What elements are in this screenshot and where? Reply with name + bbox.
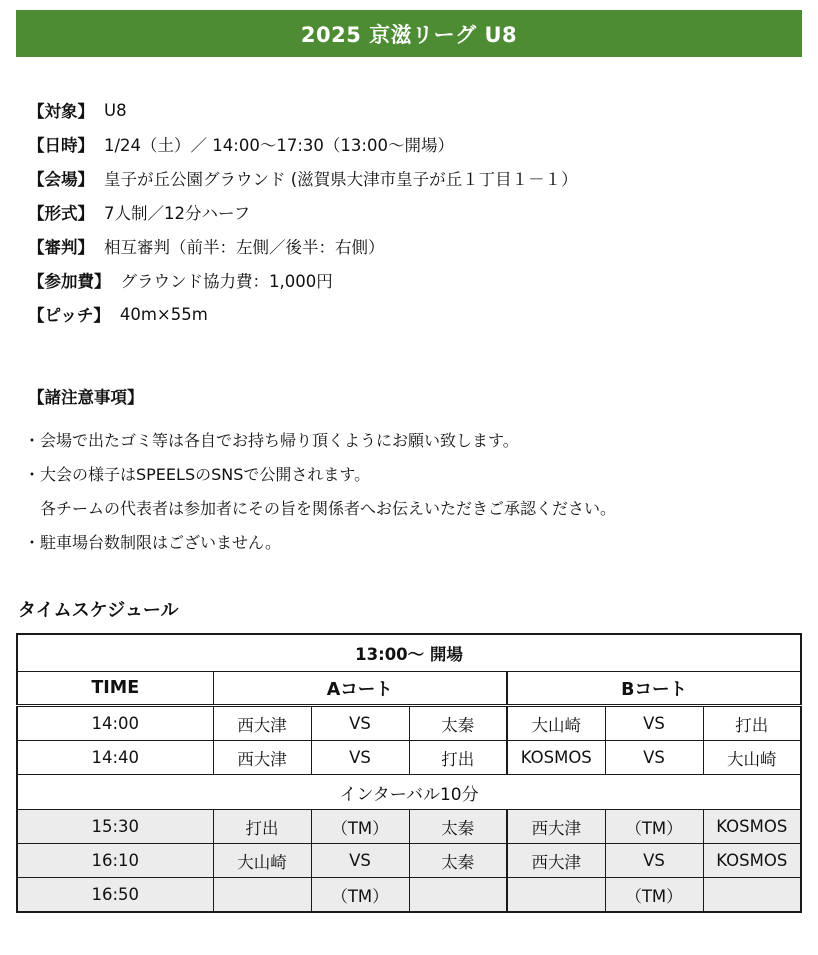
- court-a-team-1: 西大津: [213, 741, 311, 775]
- court-b-team-2: KOSMOS: [703, 844, 801, 878]
- info-label: 【会場】: [28, 170, 94, 189]
- interval-cell: インターバル10分: [17, 775, 801, 810]
- note-line: ・大会の様子はSPEELSのSNSで公開されます。: [24, 464, 371, 484]
- court-b-vs: VS: [605, 706, 703, 741]
- court-b-team-1: [507, 878, 605, 913]
- info-row-pitch: [28, 297, 808, 331]
- time-cell: 16:10: [17, 844, 213, 878]
- header-court-b: Bコート: [507, 672, 801, 706]
- note-line: ・駐車場台数制限はございません。: [24, 532, 281, 552]
- court-a-vs: VS: [311, 741, 409, 775]
- info-value: グラウンド協力費：1,000円: [120, 272, 333, 291]
- court-a-vs: （TM）: [311, 810, 409, 844]
- info-value: U8: [104, 100, 127, 120]
- opening-cell: 13:00～ 開場: [17, 634, 801, 672]
- info-value: 皇子が丘公園グラウンド (滋賀県大津市皇子が丘１丁目１－１）: [104, 170, 578, 189]
- court-a-vs: （TM）: [311, 878, 409, 913]
- time-cell: 16:50: [17, 878, 213, 913]
- match-row: [17, 878, 801, 913]
- court-a-team-2: [409, 878, 507, 913]
- match-row: [17, 844, 801, 878]
- court-a-team-2: 太秦: [409, 706, 507, 741]
- info-value: 7人制／12分ハーフ: [104, 204, 251, 223]
- info-label: 【参加費】: [28, 272, 111, 291]
- match-row: [17, 810, 801, 844]
- match-row: [17, 741, 801, 775]
- court-a-vs: VS: [311, 844, 409, 878]
- event-info: [28, 93, 808, 331]
- court-b-team-2: 大山崎: [703, 741, 801, 775]
- court-b-team-2: 打出: [703, 706, 801, 741]
- header-court-a: Aコート: [213, 672, 507, 706]
- schedule-heading: タイムスケジュール: [18, 600, 179, 621]
- title-bar: [16, 10, 802, 57]
- info-row-venue: [28, 161, 808, 195]
- court-b-team-2: KOSMOS: [703, 810, 801, 844]
- court-a-team-1: 大山崎: [213, 844, 311, 878]
- info-row-fee: [28, 263, 808, 297]
- info-row-datetime: [28, 127, 808, 161]
- court-b-team-1: 西大津: [507, 810, 605, 844]
- note-line: ・会場で出たゴミ等は各自でお持ち帰り頂くようにお願い致します。: [24, 430, 519, 450]
- court-b-vs: （TM）: [605, 878, 703, 913]
- opening-row: [17, 634, 801, 672]
- info-label: 【対象】: [28, 102, 94, 121]
- court-b-vs: VS: [605, 741, 703, 775]
- header-time: TIME: [17, 672, 213, 706]
- notes-list: [24, 422, 814, 558]
- court-b-vs: VS: [605, 844, 703, 878]
- court-b-vs: （TM）: [605, 810, 703, 844]
- match-row: [17, 706, 801, 741]
- time-cell: 15:30: [17, 810, 213, 844]
- info-value: 1/24（土）／ 14:00～17:30（13:00～開場）: [104, 136, 454, 155]
- court-a-team-2: 太秦: [409, 844, 507, 878]
- info-row-format: [28, 195, 808, 229]
- schedule-table: [16, 633, 802, 913]
- notes-heading: 【諸注意事項】: [28, 388, 144, 407]
- info-row-referee: [28, 229, 808, 263]
- court-a-vs: VS: [311, 706, 409, 741]
- info-row-target: [28, 93, 808, 127]
- court-b-team-1: 西大津: [507, 844, 605, 878]
- court-a-team-1: 打出: [213, 810, 311, 844]
- court-b-team-2: [703, 878, 801, 913]
- court-a-team-2: 打出: [409, 741, 507, 775]
- header-row: [17, 672, 801, 706]
- court-a-team-1: [213, 878, 311, 913]
- info-value: 40m×55m: [119, 304, 208, 324]
- time-cell: 14:40: [17, 741, 213, 775]
- time-cell: 14:00: [17, 706, 213, 741]
- court-b-team-1: 大山崎: [507, 706, 605, 741]
- page-title: 2025 京滋リーグ U8: [300, 22, 518, 47]
- info-label: 【形式】: [28, 204, 94, 223]
- court-a-team-1: 西大津: [213, 706, 311, 741]
- court-b-team-1: KOSMOS: [507, 741, 605, 775]
- info-label: 【審判】: [28, 238, 94, 257]
- note-line: 各チームの代表者は参加者にその旨を関係者へお伝えいただきご承認ください。: [24, 498, 617, 518]
- info-label: 【日時】: [28, 136, 94, 155]
- info-label: 【ピッチ】: [28, 306, 110, 325]
- info-value: 相互審判（前半：左側／後半：右側）: [104, 238, 385, 257]
- court-a-team-2: 太秦: [409, 810, 507, 844]
- interval-row: [17, 775, 801, 810]
